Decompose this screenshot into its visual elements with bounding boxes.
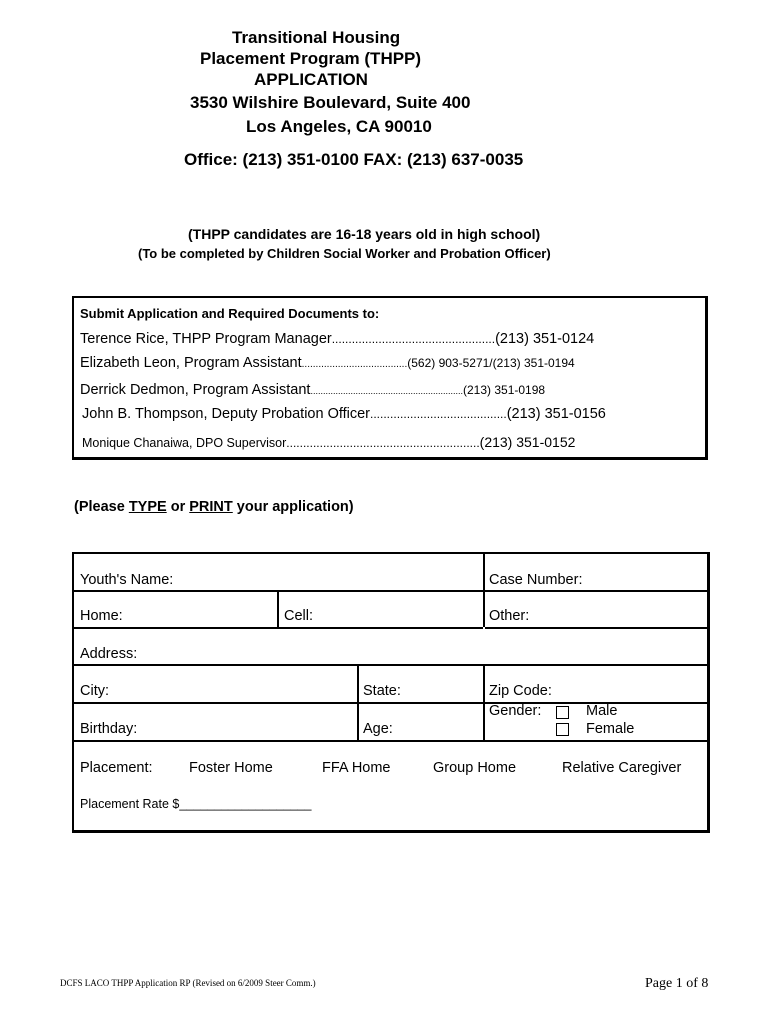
contact-phone: (213) 351-0156: [506, 406, 606, 422]
other-phone-field[interactable]: Other:: [489, 608, 530, 624]
title-line-2: Placement Program (THPP): [200, 49, 422, 68]
cell-phone-field[interactable]: Cell:: [284, 608, 314, 624]
page-number: Page 1 of 8: [645, 976, 709, 991]
contact-row: [82, 434, 575, 450]
placement-option-relative-caregiver[interactable]: Relative Caregiver: [562, 760, 682, 776]
female-checkbox[interactable]: [556, 723, 569, 736]
contacts-box: [72, 296, 708, 460]
instruction-open: (Please: [74, 499, 129, 515]
contact-name: Monique Chanaiwa, DPO Supervisor: [82, 436, 287, 450]
placement-rate-field[interactable]: Placement Rate $___________________: [80, 797, 312, 811]
male-checkbox[interactable]: [556, 706, 569, 719]
contact-dots: .........................................: [370, 407, 507, 421]
placement-option-ffa-home[interactable]: FFA Home: [322, 760, 391, 776]
placement-label: Placement:: [80, 760, 153, 776]
contact-name: John B. Thompson, Deputy Probation Officer: [82, 406, 371, 422]
contact-row: [80, 382, 545, 398]
city-field[interactable]: City:: [80, 683, 109, 699]
birthday-field[interactable]: Birthday:: [80, 721, 138, 737]
instruction-close: your application): [232, 499, 354, 515]
address-line-1: 3530 Wilshire Boulevard, Suite 400: [190, 93, 471, 112]
contact-dots: ..........................................................: [286, 436, 480, 450]
contact-name: Terence Rice, THPP Program Manager: [80, 331, 332, 347]
title-line-3: APPLICATION: [254, 70, 368, 89]
instruction-print: PRINT: [189, 499, 233, 515]
home-phone-field[interactable]: Home:: [80, 608, 123, 624]
office-line: Office: (213) 351-0100 FAX: (213) 637-0035: [184, 150, 524, 169]
male-label: Male: [586, 703, 618, 719]
placement-option-group-home[interactable]: Group Home: [433, 760, 517, 776]
contact-phone: (213) 351-0124: [495, 331, 595, 347]
contact-dots: .................................................: [331, 332, 496, 346]
female-label: Female: [586, 721, 635, 737]
contact-row: [80, 355, 575, 371]
title-line-1: Transitional Housing: [232, 28, 401, 47]
contact-phone: (213) 351-0198: [463, 383, 546, 397]
candidates-note: (THPP candidates are 16-18 years old in high school): [188, 226, 541, 242]
print-instruction: [74, 499, 354, 515]
instruction-type: TYPE: [128, 499, 167, 515]
completed-by-note: (To be completed by Children Social Worker and Probation Officer): [138, 246, 551, 261]
contact-name: Derrick Dedmon, Program Assistant: [80, 382, 311, 398]
address-field[interactable]: Address:: [80, 646, 138, 662]
address-line-2: Los Angeles, CA 90010: [246, 117, 432, 136]
placement-option-foster-home[interactable]: Foster Home: [189, 760, 273, 776]
state-field[interactable]: State:: [363, 683, 401, 699]
gender-label: Gender:: [489, 703, 542, 719]
contacts-heading: Submit Application and Required Documents to:: [80, 306, 380, 321]
instruction-or: or: [166, 499, 190, 515]
contact-row: [80, 331, 594, 347]
age-field[interactable]: Age:: [363, 721, 393, 737]
contact-name: Elizabeth Leon, Program Assistant: [80, 355, 302, 371]
contact-phone: (213) 351-0152: [479, 434, 576, 450]
contact-dots: .............................................................: [310, 386, 463, 396]
youths-name-field[interactable]: Youth's Name:: [80, 572, 174, 588]
case-number-field[interactable]: Case Number:: [489, 572, 583, 588]
contact-dots: ......................................: [301, 359, 408, 370]
contact-phone: (562) 903-5271/(213) 351-0194: [407, 356, 575, 370]
footer-revision: DCFS LACO THPP Application RP (Revised on 6/2009 Steer Comm.): [60, 978, 316, 988]
zip-code-field[interactable]: Zip Code:: [489, 683, 552, 699]
contact-row: [82, 406, 606, 422]
